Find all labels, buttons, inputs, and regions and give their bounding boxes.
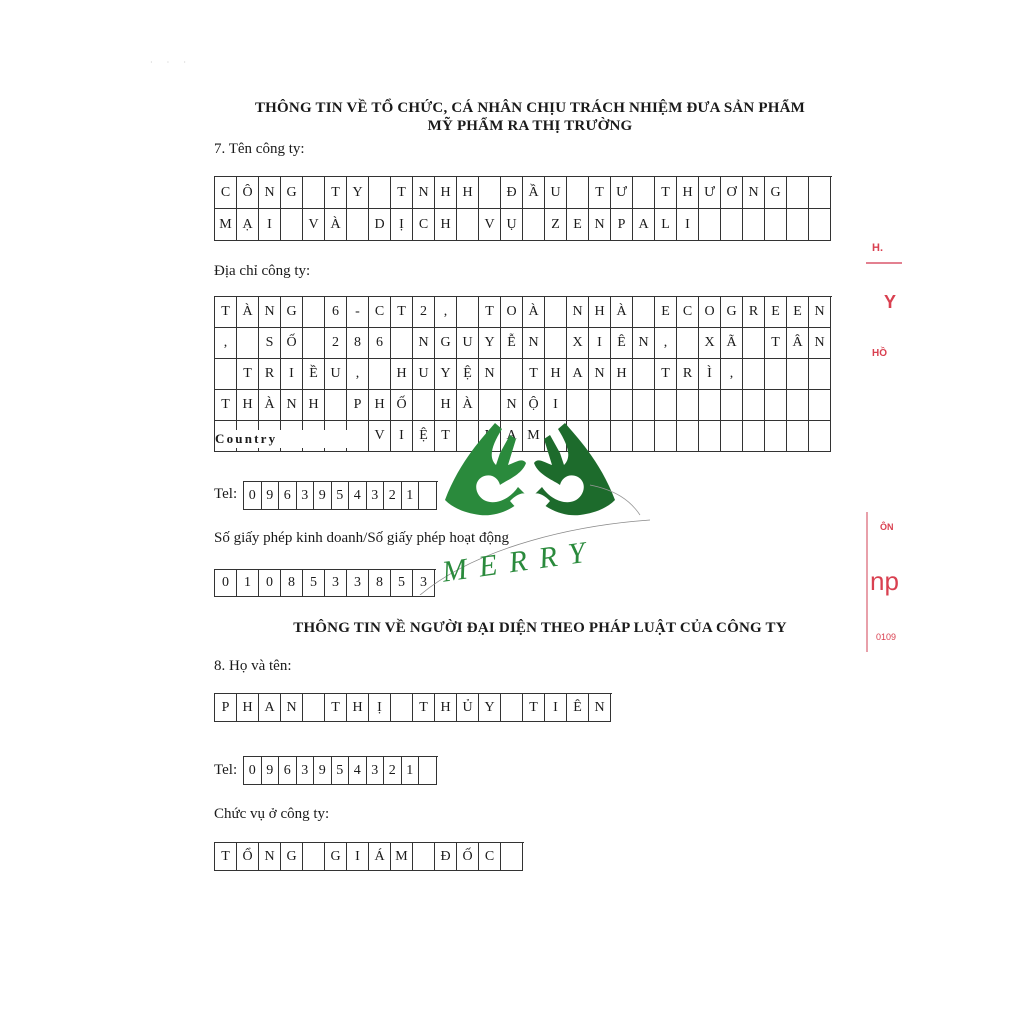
letter-box: 9 [262, 482, 280, 510]
letter-box: 3 [325, 570, 347, 597]
letter-box: V [369, 421, 391, 452]
letter-box [419, 757, 437, 785]
letter-box [479, 177, 501, 209]
letter-box [347, 209, 369, 241]
letter-box: Ị [369, 694, 391, 722]
stamp-fragment-3: HỒ [872, 348, 887, 359]
letter-box: 1 [402, 482, 420, 510]
letter-box: C [677, 297, 699, 328]
letter-box [567, 177, 589, 209]
letter-box [699, 390, 721, 421]
letter-box: Ề [303, 359, 325, 390]
letter-box [413, 843, 435, 871]
letter-box: N [281, 694, 303, 722]
letter-box [369, 359, 391, 390]
letter-box: Đ [435, 843, 457, 871]
letter-box: T [391, 177, 413, 209]
letter-box: M [523, 421, 545, 452]
letter-box: G [721, 297, 743, 328]
letter-box: H [435, 694, 457, 722]
letter-box: N [589, 209, 611, 241]
letter-box: I [545, 694, 567, 722]
letter-box: N [809, 297, 831, 328]
heading-legal-representative: THÔNG TIN VỀ NGƯỜI ĐẠI DIỆN THEO PHÁP LUẬT CỦA CÔNG TY [293, 620, 787, 636]
letter-box: À [523, 297, 545, 328]
stamp-outline [866, 512, 904, 652]
letter-box [391, 328, 413, 359]
letter-box [501, 843, 523, 871]
letter-box: 2 [384, 482, 402, 510]
letter-box: Ụ [501, 209, 523, 241]
letter-box: G [281, 297, 303, 328]
letter-box: 2 [384, 757, 402, 785]
letter-box: H [611, 359, 633, 390]
letter-box: Ị [391, 209, 413, 241]
letter-box [677, 390, 699, 421]
letter-box: I [259, 209, 281, 241]
letter-box: T [325, 694, 347, 722]
letter-box: I [589, 328, 611, 359]
letter-box [457, 209, 479, 241]
letter-box: A [633, 209, 655, 241]
letter-box: H [303, 390, 325, 421]
letter-box: G [325, 843, 347, 871]
stamp-fragment-4: ÔN [880, 522, 894, 532]
letter-box: X [567, 328, 589, 359]
letter-box: N [743, 177, 765, 209]
letter-box: A [259, 694, 281, 722]
letter-box: 3 [413, 570, 435, 597]
rep-name-label: 8. Họ và tên: [214, 658, 292, 674]
letter-box: T [655, 177, 677, 209]
letter-box [303, 328, 325, 359]
letter-box: 4 [349, 757, 367, 785]
letter-box: 3 [367, 482, 385, 510]
position-grid [214, 842, 524, 871]
position-label: Chức vụ ở công ty: [214, 806, 330, 822]
rep-tel-grid [243, 756, 438, 785]
letter-box: R [743, 297, 765, 328]
letter-box: G [435, 328, 457, 359]
letter-box: T [765, 328, 787, 359]
letter-box: U [413, 359, 435, 390]
company-tel-label: Tel: [214, 486, 238, 502]
letter-box: H [435, 209, 457, 241]
letter-box: V [479, 209, 501, 241]
heart-hands-icon [445, 423, 615, 519]
letter-box: T [325, 177, 347, 209]
letter-box: T [413, 694, 435, 722]
letter-box: 9 [314, 757, 332, 785]
letter-box: C [413, 209, 435, 241]
letter-box: Đ [501, 177, 523, 209]
letter-box: N [413, 177, 435, 209]
letter-box: C [479, 843, 501, 871]
letter-box: À [457, 390, 479, 421]
letter-box [303, 177, 325, 209]
letter-box: Á [369, 843, 391, 871]
letter-box: H [369, 390, 391, 421]
letter-box [809, 359, 831, 390]
letter-box: 5 [391, 570, 413, 597]
letter-box: 0 [215, 570, 237, 597]
letter-box: N [589, 359, 611, 390]
letter-box: N [281, 390, 303, 421]
stamp-fragment-1: H. [872, 242, 883, 254]
letter-box: N [259, 297, 281, 328]
letter-box [787, 177, 809, 209]
letter-box: Ễ [501, 328, 523, 359]
letter-box [743, 390, 765, 421]
letter-box: D [369, 209, 391, 241]
letter-box: U [545, 177, 567, 209]
letter-box: R [259, 359, 281, 390]
stamp-fragment-5: np [870, 566, 899, 596]
letter-box: N [259, 843, 281, 871]
letter-box: 4 [349, 482, 367, 510]
letter-box: Ã [721, 328, 743, 359]
letter-box [787, 421, 809, 452]
letter-box: P [611, 209, 633, 241]
letter-box: A [501, 421, 523, 452]
letter-box: H [391, 359, 413, 390]
letter-box: 3 [297, 757, 315, 785]
letter-box: 2 [325, 328, 347, 359]
letter-box: T [479, 297, 501, 328]
heading-organization [180, 99, 880, 135]
letter-box: Ư [699, 177, 721, 209]
letter-box: G [765, 177, 787, 209]
letter-box: À [611, 297, 633, 328]
letter-box: I [347, 843, 369, 871]
stamp-line [866, 262, 902, 264]
letter-box [787, 359, 809, 390]
letter-box: À [237, 297, 259, 328]
letter-box [721, 390, 743, 421]
letter-box: Ì [699, 359, 721, 390]
letter-box: 3 [347, 570, 369, 597]
letter-box: 8 [347, 328, 369, 359]
letter-box: Ủ [457, 694, 479, 722]
letter-box: X [699, 328, 721, 359]
letter-box: 9 [262, 757, 280, 785]
letter-box: Y [479, 328, 501, 359]
letter-box [633, 177, 655, 209]
letter-box: C [369, 297, 391, 328]
letter-box: M [391, 843, 413, 871]
letter-box: H [435, 177, 457, 209]
letter-box: 1 [237, 570, 259, 597]
letter-box: , [655, 328, 677, 359]
letter-box: H [457, 177, 479, 209]
letter-box: Ố [457, 843, 479, 871]
letter-box: 2 [413, 297, 435, 328]
letter-box: H [347, 694, 369, 722]
letter-box: Ạ [237, 209, 259, 241]
letter-box: T [391, 297, 413, 328]
letter-box: E [567, 209, 589, 241]
letter-box [699, 421, 721, 452]
heading-organization-line1: THÔNG TIN VỀ TỔ CHỨC, CÁ NHÂN CHỊU TRÁCH NHIỆM ĐƯA SẢN PHẨM [254, 100, 806, 116]
letter-box: 5 [332, 482, 350, 510]
letter-box: C [215, 177, 237, 209]
letter-box [303, 297, 325, 328]
letter-box [765, 359, 787, 390]
letter-box: N [633, 328, 655, 359]
letter-box [633, 359, 655, 390]
letter-box [787, 209, 809, 241]
letter-box: Y [435, 359, 457, 390]
letter-box [809, 209, 831, 241]
letter-box: Ầ [523, 177, 545, 209]
letter-box: À [259, 390, 281, 421]
letter-box: Ố [281, 328, 303, 359]
letter-box: N [809, 328, 831, 359]
letter-box [501, 359, 523, 390]
letter-box [303, 694, 325, 722]
letter-box [677, 421, 699, 452]
company-name-grid [214, 176, 832, 241]
letter-box: 5 [332, 757, 350, 785]
letter-box: N [589, 694, 611, 722]
letter-box: T [523, 694, 545, 722]
letter-box: H [237, 694, 259, 722]
scan-specks: · · · [150, 58, 192, 67]
letter-box [743, 421, 765, 452]
letter-box: P [347, 390, 369, 421]
letter-box: I [545, 390, 567, 421]
letter-box: Ê [567, 694, 589, 722]
license-label: Số giấy phép kinh doanh/Số giấy phép hoạt động [214, 530, 509, 546]
letter-box [457, 297, 479, 328]
letter-box: H [237, 390, 259, 421]
letter-box: Y [347, 177, 369, 209]
letter-box [743, 209, 765, 241]
letter-box: O [699, 297, 721, 328]
letter-box: 8 [369, 570, 391, 597]
letter-box: G [281, 177, 303, 209]
letter-box [743, 328, 765, 359]
letter-box [281, 209, 303, 241]
letter-box: N [567, 297, 589, 328]
letter-box: N [413, 328, 435, 359]
heading-organization-line2: MỸ PHẨM RA THỊ TRƯỜNG [427, 118, 633, 134]
letter-box: 6 [369, 328, 391, 359]
company-address-label: Địa chỉ công ty: [214, 263, 311, 279]
letter-box: Ệ [457, 359, 479, 390]
letter-box: T [215, 843, 237, 871]
letter-box: Ơ [721, 177, 743, 209]
letter-box [369, 177, 391, 209]
letter-box: Y [479, 694, 501, 722]
country-label: Country [215, 430, 365, 448]
letter-box: A [567, 359, 589, 390]
letter-box [391, 694, 413, 722]
letter-box: I [391, 421, 413, 452]
letter-box [633, 297, 655, 328]
letter-box [721, 421, 743, 452]
stamp-fragment-2: Y [884, 292, 897, 312]
letter-box: Ộ [523, 390, 545, 421]
letter-box: V [303, 209, 325, 241]
letter-box: N [501, 390, 523, 421]
letter-box: R [677, 359, 699, 390]
letter-box: 9 [314, 482, 332, 510]
letter-box: T [523, 359, 545, 390]
letter-box [809, 177, 831, 209]
letter-box: , [721, 359, 743, 390]
letter-box: L [655, 209, 677, 241]
letter-box: , [347, 359, 369, 390]
letter-box [765, 421, 787, 452]
letter-box: 6 [279, 482, 297, 510]
letter-box: Ư [611, 177, 633, 209]
letter-box: 0 [259, 570, 281, 597]
letter-box: T [215, 390, 237, 421]
letter-box: , [215, 328, 237, 359]
letter-box: 5 [303, 570, 325, 597]
letter-box: H [677, 177, 699, 209]
letter-box [765, 390, 787, 421]
letter-box: S [259, 328, 281, 359]
letter-box: U [457, 328, 479, 359]
letter-box: Ố [391, 390, 413, 421]
letter-box: Ô [237, 177, 259, 209]
letter-box: U [325, 359, 347, 390]
letter-box: 0 [244, 482, 262, 510]
watermark-text: MERRY [439, 534, 600, 589]
letter-box: T [589, 177, 611, 209]
letter-box: 1 [402, 757, 420, 785]
letter-box: T [215, 297, 237, 328]
letter-box: 0 [244, 757, 262, 785]
company-name-label: 7. Tên công ty: [214, 141, 305, 157]
letter-box: , [435, 297, 457, 328]
letter-box: À [325, 209, 347, 241]
letter-box [743, 359, 765, 390]
letter-box [237, 328, 259, 359]
letter-box [325, 390, 347, 421]
letter-box: E [787, 297, 809, 328]
letter-box: I [677, 209, 699, 241]
letter-box: 6 [325, 297, 347, 328]
letter-box: H [435, 390, 457, 421]
letter-box: 3 [367, 757, 385, 785]
letter-box: 8 [281, 570, 303, 597]
letter-box: H [545, 359, 567, 390]
letter-box: P [215, 694, 237, 722]
letter-box [699, 209, 721, 241]
letter-box: Z [545, 209, 567, 241]
letter-box [215, 359, 237, 390]
letter-box: Ê [611, 328, 633, 359]
letter-box [765, 209, 787, 241]
letter-box [501, 694, 523, 722]
letter-box: N [259, 177, 281, 209]
letter-box [303, 843, 325, 871]
stamp-fragment-6: 0109 [876, 632, 897, 642]
letter-box: T [655, 359, 677, 390]
letter-box [523, 209, 545, 241]
letter-box: - [347, 297, 369, 328]
letter-box: T [435, 421, 457, 452]
letter-box [809, 421, 831, 452]
letter-box: M [215, 209, 237, 241]
letter-box: I [281, 359, 303, 390]
letter-box [545, 297, 567, 328]
letter-box: Â [787, 328, 809, 359]
letter-box: E [655, 297, 677, 328]
letter-box [809, 390, 831, 421]
rep-tel-label: Tel: [214, 762, 238, 778]
letter-box [787, 390, 809, 421]
letter-box: 3 [297, 482, 315, 510]
letter-box: O [501, 297, 523, 328]
rep-name-grid [214, 693, 612, 722]
letter-box: 6 [279, 757, 297, 785]
letter-box: E [765, 297, 787, 328]
letter-box: Ổ [237, 843, 259, 871]
letter-box: N [523, 328, 545, 359]
letter-box: G [281, 843, 303, 871]
letter-box [721, 209, 743, 241]
letter-box: N [479, 359, 501, 390]
merry-logo-watermark [400, 405, 660, 595]
letter-box [545, 328, 567, 359]
letter-box: T [237, 359, 259, 390]
letter-box: H [589, 297, 611, 328]
letter-box: Ệ [413, 421, 435, 452]
letter-box [677, 328, 699, 359]
